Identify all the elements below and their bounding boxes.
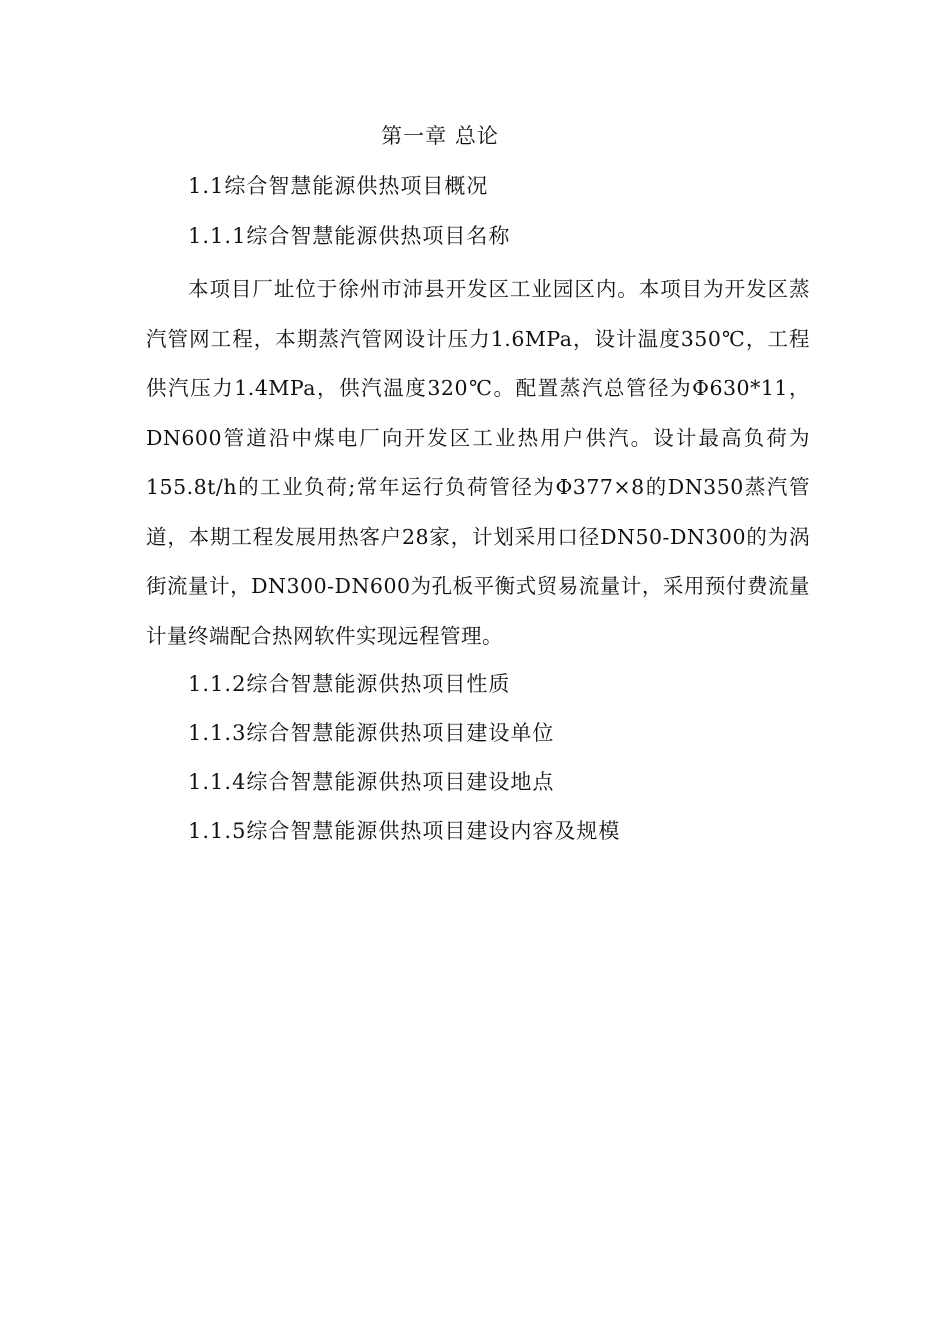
- section-heading-1-1-3: 1.1.3综合智慧能源供热项目建设单位: [188, 721, 555, 745]
- section-heading-1-1-1: 1.1.1综合智慧能源供热项目名称: [188, 224, 511, 248]
- section-heading-1-1-2: 1.1.2综合智慧能源供热项目性质: [188, 672, 511, 696]
- section-heading-1-1-5: 1.1.5综合智慧能源供热项目建设内容及规模: [188, 819, 621, 843]
- section-heading-1-1-4: 1.1.4综合智慧能源供热项目建设地点: [188, 770, 555, 794]
- chapter-title: 第一章 总论: [381, 124, 499, 148]
- body-paragraph: 本项目厂址位于徐州市沛县开发区工业园区内。本项目为开发区蒸汽管网工程，本期蒸汽管网设计压力1.6MPa，设计温度350℃，工程供汽压力1.4MPa，供汽温度320℃。配置蒸汽总管径为Φ630*11，DN600管道沿中煤电厂向开发区工业热用户供汽。设计最高负荷为155.8t/h的工业负荷;常年运行负荷管径为Φ377×8的DN350蒸汽管道，本期工程发展用热客户28家，计划采用口径DN50-DN300的为涡街流量计，DN300-DN600为孔板平衡式贸易流量计，采用预付费流量计量终端配合热网软件实现远程管理。: [146, 277, 810, 648]
- section-heading-1-1: 1.1综合智慧能源供热项目概况: [188, 174, 489, 198]
